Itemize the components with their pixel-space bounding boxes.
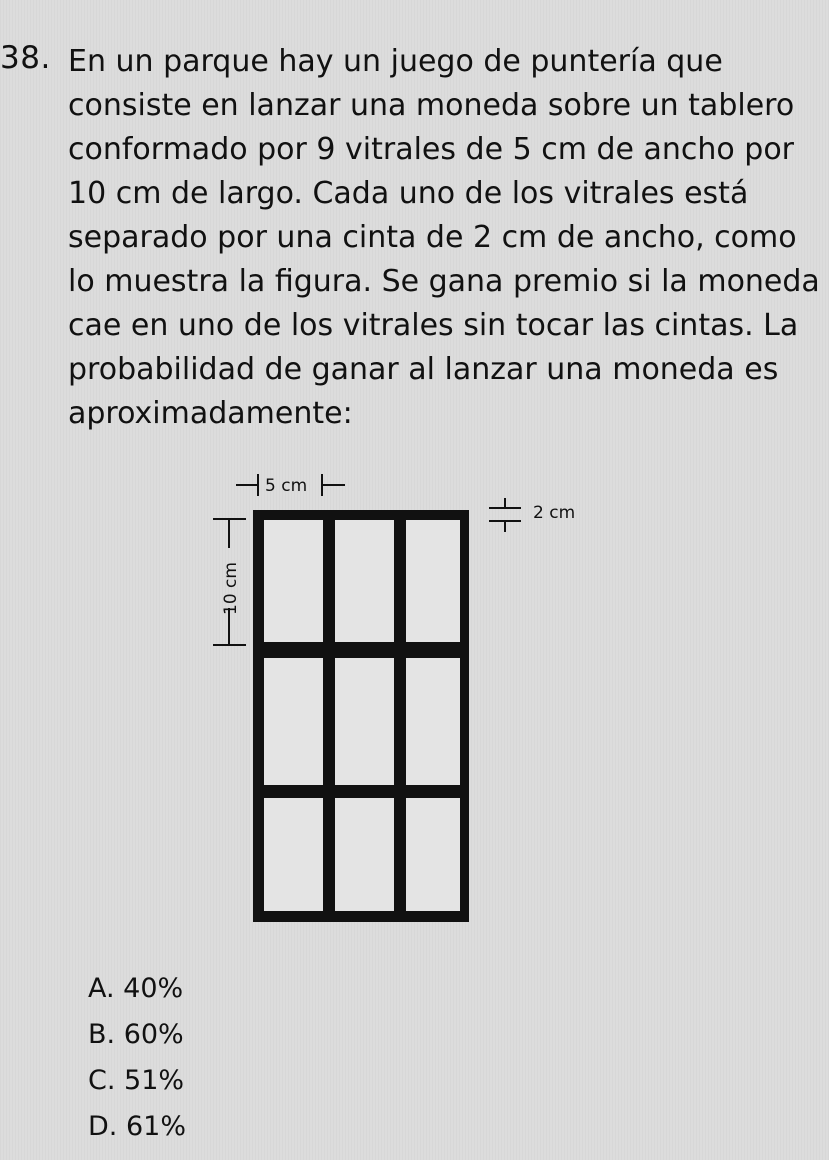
question-line: lo muestra la figura. Se gana premio si la moneda <box>68 264 820 299</box>
vitral-pane <box>335 520 394 642</box>
vitral-pane <box>264 658 323 785</box>
option-letter: A. <box>88 973 115 1004</box>
height-label: 10 cm <box>221 562 241 615</box>
width-label: 5 cm <box>265 476 308 496</box>
option-letter: D. <box>88 1111 118 1142</box>
option-value: 40% <box>123 973 184 1004</box>
answer-options <box>88 966 186 1150</box>
option-a[interactable] <box>88 966 186 1012</box>
question-line: separado por una cinta de 2 cm de ancho, como <box>68 220 797 255</box>
vitral-pane <box>335 798 394 911</box>
question-line: 10 cm de largo. Cada uno de los vitrales está <box>68 176 749 211</box>
vitral-pane <box>406 520 460 642</box>
question-line: En un parque hay un juego de puntería que <box>68 44 723 79</box>
vitral-pane <box>264 520 323 642</box>
question-line: consiste en lanzar una moneda sobre un tablero <box>68 88 795 123</box>
option-c[interactable] <box>88 1058 186 1104</box>
option-letter: C. <box>88 1065 116 1096</box>
vitral-pane <box>406 798 460 911</box>
option-letter: B. <box>88 1019 116 1050</box>
option-d[interactable] <box>88 1104 186 1150</box>
option-value: 51% <box>124 1065 185 1096</box>
vitral-pane <box>406 658 460 785</box>
question-number: 38. <box>0 40 51 76</box>
ribbon-dimension <box>489 498 521 532</box>
question-line: cae en uno de los vitrales sin tocar las cintas. La <box>68 308 799 343</box>
question-line: probabilidad de ganar al lanzar una moneda es <box>68 352 779 387</box>
option-b[interactable] <box>88 1012 186 1058</box>
ribbon-label: 2 cm <box>533 503 576 523</box>
option-value: 61% <box>125 1111 186 1142</box>
board <box>253 510 469 922</box>
vitral-pane <box>264 798 323 911</box>
option-value: 60% <box>123 1019 184 1050</box>
vitral-pane <box>335 658 394 785</box>
question-line: conformado por 9 vitrales de 5 cm de ancho por <box>68 132 795 167</box>
question-line: aproximadamente: <box>68 396 353 431</box>
